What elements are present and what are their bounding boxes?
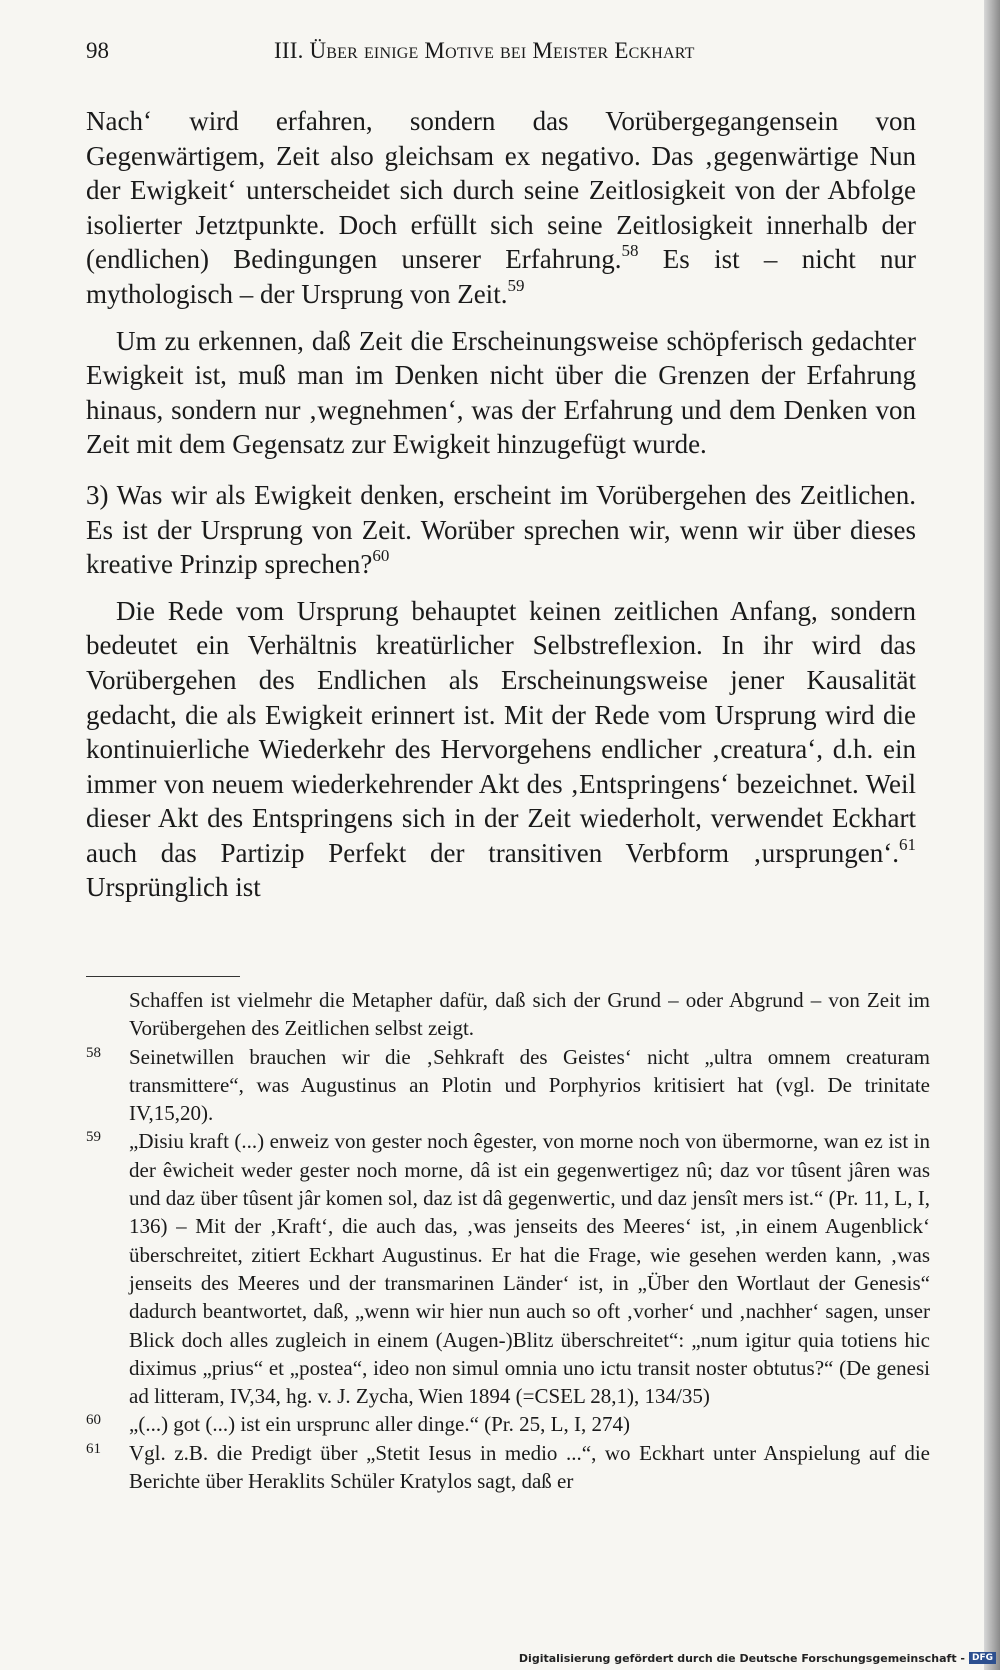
page-number: 98 [86, 38, 109, 63]
digitization-notice [519, 1650, 996, 1666]
running-head: III. Über einige Motive bei Meister Eckhart [274, 38, 695, 63]
footnote-number: 60 [86, 1412, 101, 1429]
footnote-59 [86, 1127, 930, 1410]
footnote-text: Vgl. z.B. die Predigt über „Stetit Iesus in medio ...“, wo Eckhart unter Anspielung auf die Berichte über Heraklits Schüler Kratylos sagt, daß er [129, 1440, 930, 1494]
footnote-ref-61[interactable]: 61 [899, 834, 916, 854]
paragraph-3-text: 3) Was wir als Ewigkeit denken, erscheint im Vorübergehen des Zeitlichen. Es ist der Ursprung von Zeit. Worüber sprechen wir, wenn wir über dieses kreative Prinzip sprechen? [86, 479, 916, 580]
page-edge-shadow [984, 0, 1000, 1670]
footnote-60 [86, 1410, 930, 1438]
digitization-text: Digitalisierung gefördert durch die Deutsche Forschungsgemeinschaft - [518, 1651, 965, 1665]
footnote-number: 61 [86, 1440, 101, 1457]
footnote-number: 59 [86, 1129, 101, 1146]
footnote-number: 58 [86, 1044, 101, 1061]
paragraph-4-tail: Ursprünglich ist [86, 872, 261, 903]
footnote-separator [86, 976, 240, 977]
footnote-text: „Disiu kraft (...) enweiz von gester noch êgester, von morne noch von übermorne, wan ez ist in der êwicheit weder gester noch morne, dâ ist ein gegenwertigez nû; daz vor tûsent jâren was und daz über tûsent jâr komen sol, daz ist dâ gegenwertic, und daz jensît mers ist.“ (Pr. 11, L, I, 136) – Mit der ‚Kraft‘, die auch das, ‚was jenseits des Meeres‘ ist, ‚in einem Augenblick‘ überschreitet, zitiert Eckhart Augustinus. Er hat die Frage, wie gesehen werden kann, ‚was jenseits des Meeres und der transmarinen Länder‘ ist, in „Über den Wortlaut der Genesis“ dadurch beantwortet, daß, „wenn wir hier nun auch so oft ‚vorher‘ und ‚nachher‘ sagen, unser Blick doch alles zugleich in einem (Augen-)Blitz überschreitet“: „num igitur quia totiens hic diximus „prius“ et „postea“, ideo non simul omnia uno ictu transit noster obtutus?“ (De genesi ad litteram, IV,34, hg. v. J. Zycha, Wien 1894 (=CSEL 28,1), 134/35) [129, 1129, 930, 1409]
footnote-ref-59[interactable]: 59 [507, 275, 525, 295]
footnote-continuation [86, 986, 930, 1043]
dfg-logo-icon: DFG [969, 1652, 996, 1664]
paragraph-4 [86, 594, 916, 905]
footnotes [86, 986, 930, 1495]
footnote-text: „(...) got (...) ist ein ursprunc aller dinge.“ (Pr. 25, L, I, 274) [129, 1412, 630, 1437]
footnote-58 [86, 1043, 930, 1128]
footnote-ref-58[interactable]: 58 [621, 241, 639, 261]
footnote-continuation-text: Schaffen ist vielmehr die Metapher dafür, daß sich der Grund – oder Abgrund – von Zeit im Vorübergehen des Zeitlichen selbst zeigt. [129, 988, 930, 1041]
footnote-text: Seinetwillen brauchen wir die ‚Sehkraft des Geistes‘ nicht „ultra omnem creaturam transmittere“, was Augustinus an Plotin und Porphyrios kritisiert hat (vgl. De trinitate IV,15,20). [129, 1044, 930, 1126]
main-text [86, 104, 916, 905]
paragraph-1 [86, 104, 916, 312]
paragraph-1-text-cont: Es ist – nicht nur mythologisch – der Ursprung von Zeit. [86, 244, 916, 309]
paragraph-4-text: Die Rede vom Ursprung behauptet keinen zeitlichen Anfang, sondern bedeutet ein Verhältnis kreatürlicher Selbstreflexion. In ihr wird das Vorübergehen des Endlichen als Erscheinungsweise jener Kausalität gedacht, die als Ewigkeit erinnert ist. Mit der Rede vom Ursprung wird die kontinuierliche Wiederkehr des Hervorgehens endlicher ‚creatura‘, d.h. ein immer von neuem wiederkehrender Akt des ‚Entspringens‘ bezeichnet. Weil dieser Akt des Entspringens sich in der Zeit wiederholt, verwendet Eckhart auch das Partizip Perfekt der transitiven Verbform ‚ursprungen‘. [86, 595, 916, 868]
footnote-ref-60[interactable]: 60 [372, 546, 390, 566]
footnote-61 [86, 1439, 930, 1496]
paragraph-3 [86, 478, 916, 582]
paragraph-1-text: Nach‘ wird erfahren, sondern das Vorübergegangensein von Gegenwärtigem, Zeit also gleichsam ex negativo. Das ‚gegenwärtige Nun der Ewigkeit‘ unterscheidet sich durch seine Zeitlosigkeit von der Abfolge isolierter Jetztpunkte. Doch erfüllt sich seine Zeitlosigkeit innerhalb der (endlichen) Bedingungen unserer Erfahrung. [86, 106, 916, 275]
page-header [86, 38, 892, 68]
paragraph-2: Um zu erkennen, daß Zeit die Erscheinungsweise schöpferisch gedachter Ewigkeit ist, muß man im Denken nicht über die Grenzen der Erfahrung hinaus, sondern nur ‚wegnehmen‘, was der Erfahrung und dem Denken von Zeit mit dem Gegensatz zur Ewigkeit hinzugefügt wurde. [86, 325, 916, 460]
